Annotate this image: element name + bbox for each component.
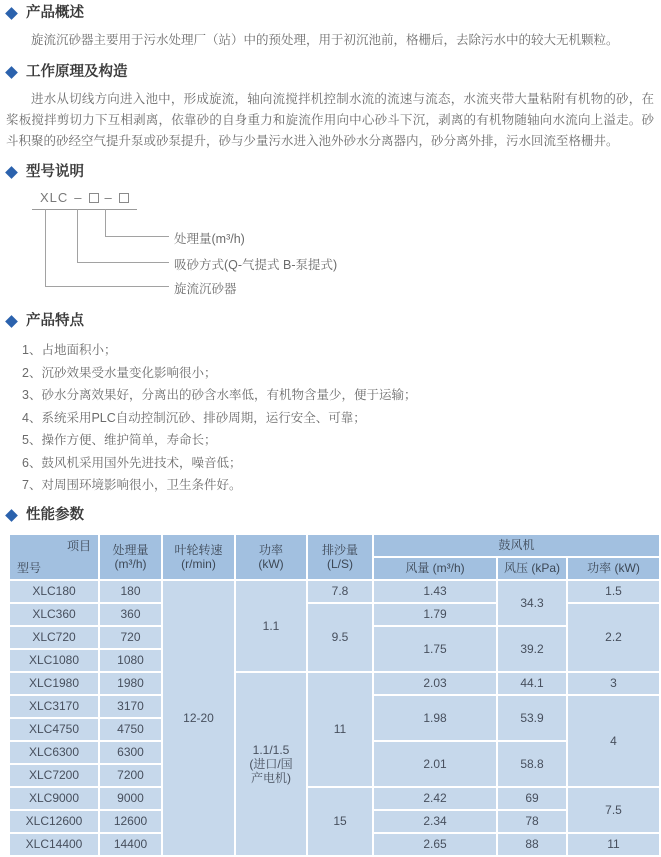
capacity-cell: 720: [99, 626, 162, 649]
motor-power-note: (进口/国产电机): [249, 756, 293, 785]
blower-power-cell: 2.2: [567, 603, 660, 672]
model-code-dash: –: [104, 190, 113, 205]
diamond-bullet-icon: [5, 7, 18, 20]
header-capacity-line1: 处理量: [112, 542, 149, 557]
pressure-cell: 88: [497, 833, 567, 856]
capacity-cell: 1080: [99, 649, 162, 672]
corner-header-item: 项目: [66, 538, 91, 553]
model-cell: XLC4750: [9, 718, 99, 741]
model-cell: XLC7200: [9, 764, 99, 787]
sand-cell: 9.5: [307, 603, 373, 672]
model-cell: XLC360: [9, 603, 99, 626]
overview-title: 产品概述: [26, 5, 84, 21]
table-row: [9, 580, 660, 603]
feature-list: [22, 339, 656, 497]
model-label-capacity: 处理量(m³/h): [174, 232, 245, 246]
motor-power-cell: [235, 672, 307, 856]
pressure-cell: 39.2: [497, 626, 567, 672]
blower-power-cell: 3: [567, 672, 660, 695]
header-motor-power: [235, 534, 307, 580]
model-cell: XLC1080: [9, 649, 99, 672]
model-cell: XLC180: [9, 580, 99, 603]
pressure-cell: 34.3: [497, 580, 567, 626]
model-code-prefix: XLC: [40, 190, 69, 205]
corner-header-model: 型号: [17, 560, 42, 575]
principle-paragraph: 进水从切线方向进入池中，形成旋流，轴向流搅拌机控制水流的流速与流态，水流夹带大量粘附有机物的砂，在桨板搅拌剪切力下互相剥离，依靠砂的自身重力和旋流作用向中心砂斗下沉，剥离的有机物随轴向水流向上溢走。砂斗积聚的砂经空气提升泵或砂泵提升，砂与少量污水进入池外砂水分离器内，砂分离外排，污水回流至格栅井。: [6, 92, 654, 148]
model-label-suction: 吸砂方式(Q-气提式 B-泵提式): [174, 258, 338, 272]
flow-cell: 2.65: [373, 833, 497, 856]
motor-power-value: 1.1/1.5: [252, 742, 290, 757]
corner-header: [9, 534, 99, 580]
flow-cell: 1.79: [373, 603, 497, 626]
capacity-cell: 6300: [99, 741, 162, 764]
feature-item: 7、对周围环境影响很小，卫生条件好。: [22, 478, 242, 492]
section-title-performance: [4, 507, 656, 524]
header-impeller-speed: [162, 534, 235, 580]
pressure-cell: 58.8: [497, 741, 567, 787]
header-blower-power: 功率 (kW): [567, 557, 660, 580]
flow-cell: 1.75: [373, 626, 497, 672]
pressure-cell: 44.1: [497, 672, 567, 695]
header-sand-line1: 排沙量: [321, 542, 358, 557]
section-title-principle: [4, 64, 656, 81]
flow-cell: 2.34: [373, 810, 497, 833]
feature-item: 2、沉砂效果受水量变化影响很小；: [22, 365, 217, 380]
principle-title: 工作原理及构造: [26, 64, 128, 80]
header-sand-line2: (L/S): [326, 556, 353, 571]
model-cell: XLC720: [9, 626, 99, 649]
feature-item: 5、操作方便、维护简单，寿命长；: [22, 433, 217, 447]
blower-power-cell: 7.5: [567, 787, 660, 833]
sand-cell: 11: [307, 672, 373, 787]
model-code-diagram: [4, 189, 656, 309]
model-cell: XLC1980: [9, 672, 99, 695]
pressure-cell: 69: [497, 787, 567, 810]
model-cell: XLC14400: [9, 833, 99, 856]
diamond-bullet-icon: [5, 315, 18, 328]
header-speed-line2: (r/min): [181, 556, 216, 571]
diamond-bullet-icon: [5, 66, 18, 79]
capacity-cell: 360: [99, 603, 162, 626]
model-placeholder-box-icon: [119, 193, 129, 203]
header-capacity: [99, 534, 162, 580]
pressure-cell: 53.9: [497, 695, 567, 741]
capacity-cell: 3170: [99, 695, 162, 718]
header-blower-group: 鼓风机: [373, 534, 660, 557]
capacity-cell: 14400: [99, 833, 162, 856]
capacity-cell: 9000: [99, 787, 162, 810]
feature-item: 6、鼓风机采用国外先进技术，噪音低；: [22, 455, 242, 470]
model-cell: XLC6300: [9, 741, 99, 764]
flow-cell: 1.98: [373, 695, 497, 741]
header-sand-discharge: [307, 534, 373, 580]
speed-cell: 12-20: [162, 580, 235, 856]
pressure-cell: 78: [497, 810, 567, 833]
feature-item: 4、系统采用PLC自动控制沉砂、排砂周期，运行安全、可靠；: [22, 410, 366, 425]
header-power-line2: (kW): [258, 556, 284, 571]
table-row: [9, 787, 660, 810]
blower-power-cell: 4: [567, 695, 660, 787]
performance-title: 性能参数: [26, 506, 84, 523]
flow-cell: 2.03: [373, 672, 497, 695]
capacity-cell: 1980: [99, 672, 162, 695]
model-cell: XLC3170: [9, 695, 99, 718]
capacity-cell: 12600: [99, 810, 162, 833]
flow-cell: 2.42: [373, 787, 497, 810]
section-title-overview: [4, 5, 656, 22]
header-blower-flow: 风量 (m³/h): [373, 557, 497, 580]
header-power-line1: 功率: [258, 542, 283, 557]
sand-cell: 15: [307, 787, 373, 856]
flow-cell: 1.43: [373, 580, 497, 603]
capacity-cell: 7200: [99, 764, 162, 787]
model-title: 型号说明: [26, 164, 84, 180]
flow-cell: 2.01: [373, 741, 497, 787]
section-title-features: [4, 313, 656, 330]
model-cell: XLC12600: [9, 810, 99, 833]
header-capacity-line2: (m³/h): [114, 556, 147, 571]
model-code-dash: –: [74, 190, 83, 205]
features-title: 产品特点: [26, 313, 84, 329]
table-row: [9, 672, 660, 695]
diamond-bullet-icon: [5, 166, 18, 179]
diamond-bullet-icon: [5, 509, 18, 522]
connector-line: [45, 209, 169, 287]
motor-power-cell: 1.1: [235, 580, 307, 672]
model-cell: XLC9000: [9, 787, 99, 810]
capacity-cell: 180: [99, 580, 162, 603]
model-placeholder-box-icon: [89, 193, 99, 203]
model-code: [32, 190, 137, 210]
header-speed-line1: 叶轮转速: [174, 542, 223, 557]
overview-paragraph: 旋流沉砂器主要用于污水处理厂（站）中的预处理，用于初沉池前，格栅后，去除污水中的较大无机颗粒。: [31, 33, 619, 47]
feature-item: 3、砂水分离效果好，分离出的砂含水率低，有机物含量少，便于运输；: [22, 388, 417, 402]
blower-power-cell: 1.5: [567, 580, 660, 603]
capacity-cell: 4750: [99, 718, 162, 741]
feature-item: 1、占地面积小；: [22, 343, 117, 357]
blower-power-cell: 11: [567, 833, 660, 856]
header-blower-pressure: 风压 (kPa): [497, 557, 567, 580]
performance-table: [8, 533, 661, 857]
sand-cell: 7.8: [307, 580, 373, 603]
section-title-model: [4, 164, 656, 181]
model-label-device: 旋流沉砂器: [174, 282, 237, 296]
